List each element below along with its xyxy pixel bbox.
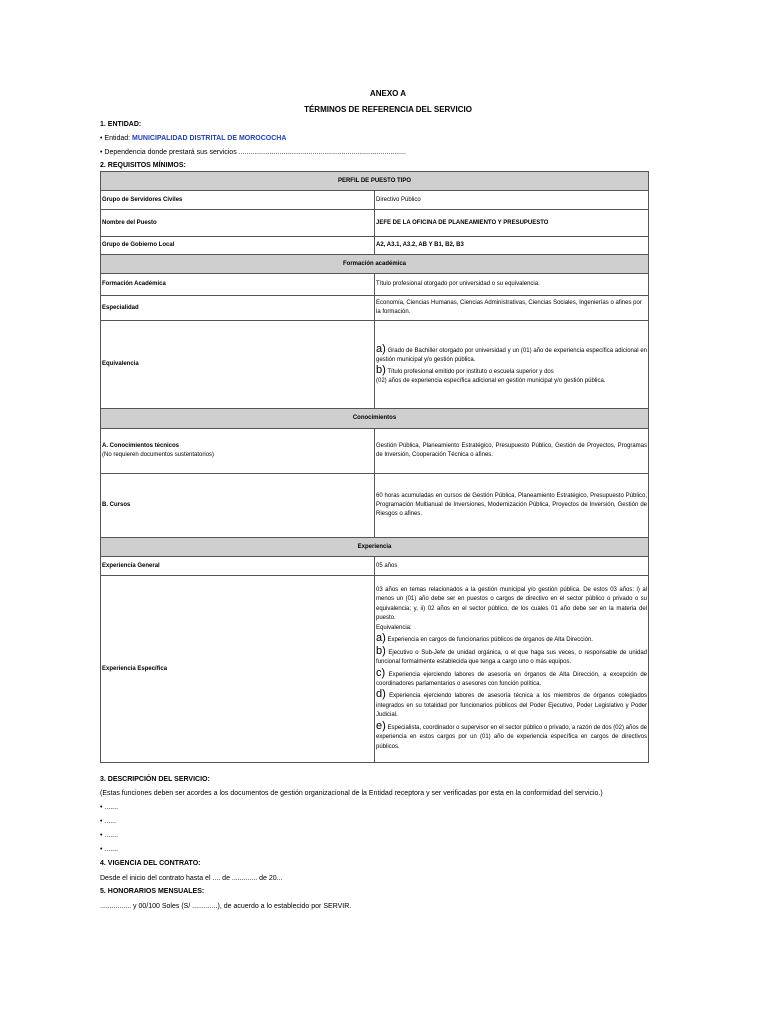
especialidad-label: Especialidad <box>101 296 375 321</box>
entity-label: • Entidad: <box>100 135 133 142</box>
exp-a-text: Experiencia en cargos de funcionarios públicos de órganos de Alta Dirección. <box>387 637 593 644</box>
equiv-a-text: Grado de Bachiller otorgado por universidad y un (01) año de experiencia específica adicional en gestión municipal y/o gestión pública. <box>376 347 648 363</box>
formacion-label: Formación Académica <box>101 274 375 296</box>
exp-especifica-label: Experiencia Específica <box>101 576 375 763</box>
grupo-value: Directivo Público <box>375 191 649 210</box>
section-3-heading: 3. DESCRIPCIÓN DEL SERVICIO: <box>100 776 210 783</box>
conocimientos-header: Conocimientos <box>101 409 649 429</box>
nombre-value: JEFE DE LA OFICINA DE PLANEAMIENTO Y PRESUPUESTO <box>375 210 649 237</box>
especialidad-value: Economía, Ciencias Humanas, Ciencias Administrativas, Ciencias Sociales, Ingenierías o afines por la formación. <box>375 296 649 321</box>
exp-c-text: Experiencia ejerciendo labores de asesoría en órganos de Alta Dirección, a excepción de coordinadores parlamentarios o asesores con función política. <box>376 671 647 687</box>
equiv-b-letter: b) <box>376 363 386 376</box>
section-1-heading: 1. ENTIDAD: <box>100 121 142 128</box>
formacion-header: Formación académica <box>101 255 649 274</box>
conocimientos-label: A. Conocimientos técnicos <box>102 443 180 449</box>
grupo-label: Grupo de Servidores Civiles <box>101 191 375 210</box>
conocimientos-label-cell <box>101 429 375 474</box>
exp-c-letter: c) <box>376 666 386 679</box>
section-5-text: ................ y 00/100 Soles (S/ .............), de acuerdo a lo establecido por SERVIR. <box>100 903 352 910</box>
equiv-b-text: Título profesional emitido por instituto o escuela superior y dos <box>387 368 554 375</box>
section-4-heading: 4. VIGENCIA DEL CONTRATO: <box>100 860 201 867</box>
exp-equiv-label: Equivalencia: <box>376 624 412 631</box>
equivalencia-value <box>375 321 649 409</box>
equivalencia-label: Equivalencia <box>101 321 375 409</box>
profile-table <box>100 171 649 763</box>
equiv-a-letter: a) <box>376 342 386 355</box>
document-title: TÉRMINOS DE REFERENCIA DEL SERVICIO <box>304 105 472 114</box>
equiv-b-text-2: (02) años de experiencia específica adicional en gestión municipal y/o gestión pública. <box>376 377 606 384</box>
gobierno-label: Grupo de Gobierno Local <box>101 237 375 255</box>
formacion-value: Título profesional otorgado por universidad o su equivalencia. <box>375 274 649 296</box>
exp-general-value: 05 años <box>375 557 649 576</box>
section-2-heading: 2. REQUISITOS MÍNIMOS: <box>100 162 186 169</box>
gobierno-value: A2, A3.1, A3.2, AB Y B1, B2, B3 <box>375 237 649 255</box>
exp-intro: 03 años en temas relacionados a la gestión municipal y/o gestión pública. De estos 03 años: i) al menos un (01) año debe ser en puestos o cargos de directivo en el sector público o privado o su equivalencia; y, ii) 02 años en el sector público, de los cuales 01 año debe ser en la materia del puesto. <box>376 586 647 622</box>
list-item: • ....... <box>100 832 119 839</box>
exp-b-letter: b) <box>376 644 386 657</box>
section-3-note: (Estas funciones deben ser acordes a los documentos de gestión organizacional de la Entidad receptora y ser verificadas por esta en la conformidad del servicio.) <box>100 790 603 797</box>
exp-d-text: Experiencia ejerciendo labores de asesoría técnica a los miembros de órganos colegiados integrados en su totalidad por funcionarios públicos del Poder Ejecutivo, Poder Legislativo y Poder Judicial. <box>376 693 648 719</box>
exp-b-text: Ejecutivo o Sub-Jefe de unidad orgánica, o el que haga sus veces, o responsable de unidad funcional formalmente establecida que tenga a cargo uno o más equipos. <box>376 649 647 666</box>
cursos-value: 60 horas acumuladas en cursos de Gestión Pública, Planeamiento Estratégico, Presupuesto Público, Programación Multianual de Inversiones, Modernización Pública, Proyectos de Inversión, Gestión de Riesgos o afines. <box>375 474 649 538</box>
list-item: • ....... <box>100 846 119 853</box>
entity-line <box>100 135 286 142</box>
perfil-header: PERFIL DE PUESTO TIPO <box>101 172 649 191</box>
entity-name: MUNICIPALIDAD DISTRITAL DE MOROCOCHA <box>132 135 287 142</box>
dependencia-line: • Dependencia donde prestará sus servicios ...................................................................................... <box>100 149 406 156</box>
conocimientos-value: Gestión Pública, Planeamiento Estratégico, Presupuesto Público, Gestión de Proyectos, Programas de Inversión, Cooperación Técnica o afines. <box>375 429 649 474</box>
exp-d-letter: d) <box>376 688 386 701</box>
exp-especifica-value <box>375 576 649 763</box>
exp-e-text: Especialista, coordinador o supervisor en el sector público o privado, a razón de dos (02) años de experiencia en estos cargos por un (01) año de experiencia específica en cargos de directivos públicos. <box>376 724 647 750</box>
experiencia-header: Experiencia <box>101 538 649 557</box>
nombre-label: Nombre del Puesto <box>101 210 375 237</box>
section-5-heading: 5. HONORARIOS MENSUALES: <box>100 888 205 895</box>
annex-title: ANEXO A <box>369 89 407 98</box>
list-item: • ...... <box>100 818 117 825</box>
list-item: • ....... <box>100 804 119 811</box>
exp-e-letter: e) <box>376 719 386 732</box>
exp-general-label: Experiencia General <box>101 557 375 576</box>
cursos-label: B. Cursos <box>101 474 375 538</box>
exp-a-letter: a) <box>376 632 386 645</box>
section-4-text: Desde el inicio del contrato hasta el .... de ............. de 20... <box>100 875 283 882</box>
conocimientos-note: (No requieren documentos sustentatorios) <box>102 452 215 458</box>
